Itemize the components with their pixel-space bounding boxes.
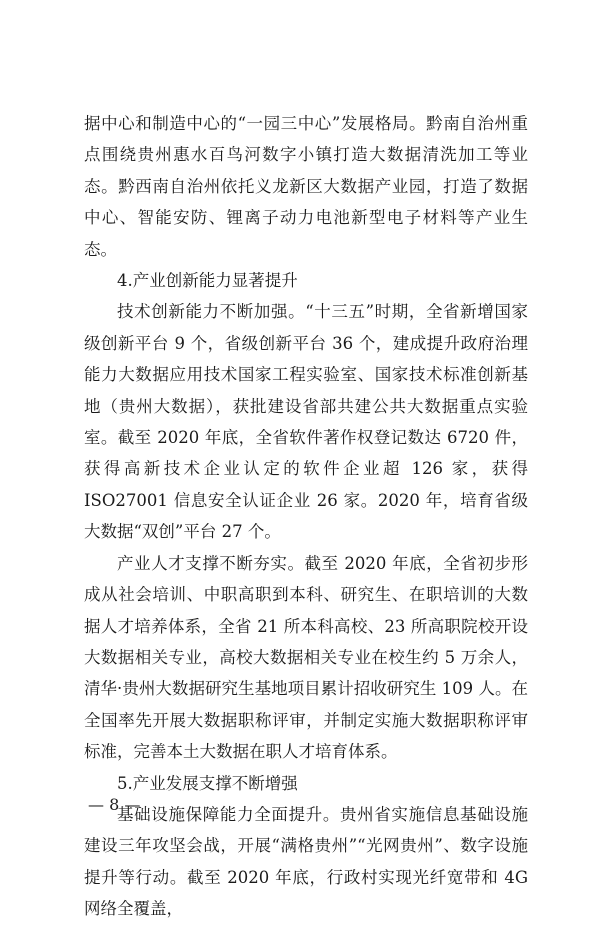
- section-heading-innovation: 4.产业创新能力显著提升: [117, 271, 298, 291]
- paragraph-infrastructure: 基础设施保障能力全面提升。贵州省实施信息基础设施建设三年攻坚会战，开展“满格贵州”“光网贵州”、数字设施提升等行动。截至 2020 年底，行政村实现光纤宽带和 4G 网络全覆盖，: [84, 804, 528, 919]
- section-heading-development-support: 5.产业发展支撑不断增强: [117, 773, 298, 793]
- paragraph-continuation: 据中心和制造中心的“一园三中心”发展格局。黔南自治州重点围绕贵州惠水百鸟河数字小镇打造大数据清洗加工等业态。黔西南自治州依托义龙新区大数据产业园，打造了数据中心、智能安防、锂离子动力电池新型电子材料等产业生态。: [84, 114, 528, 259]
- paragraph-tech-innovation: 技术创新能力不断加强。“十三五”时期，全省新增国家级创新平台 9 个，省级创新平台 36 个，建成提升政府治理能力大数据应用技术国家工程实验室、国家技术标准创新基地（贵州大数据），获批建设省部共建公共大数据重点实验室。截至 2020 年底，全省软件著作权登记数达 6720 件，获得高新技术企业认定的软件企业超 126 家，获得 ISO27001 信息安全认证企业 26 家。2020 年，培育省级大数据“双创”平台 27 个。: [84, 302, 528, 542]
- paragraph-talent-support: 产业人才支撑不断夯实。截至 2020 年底，全省初步形成从社会培训、中职高职到本科、研究生、在职培训的大数据人才培养体系，全省 21 所本科高校、23 所高职院校开设大数据相关专业，高校大数据相关专业在校生约 5 万余人，清华·贵州大数据研究生基地项目累计招收研究生 109 人。在全国率先开展大数据职称评审，并制定实施大数据职称评审标准，完善本土大数据在职人才培育体系。: [84, 553, 528, 762]
- document-body: [84, 108, 528, 925]
- page-number: — 8 —: [88, 795, 141, 814]
